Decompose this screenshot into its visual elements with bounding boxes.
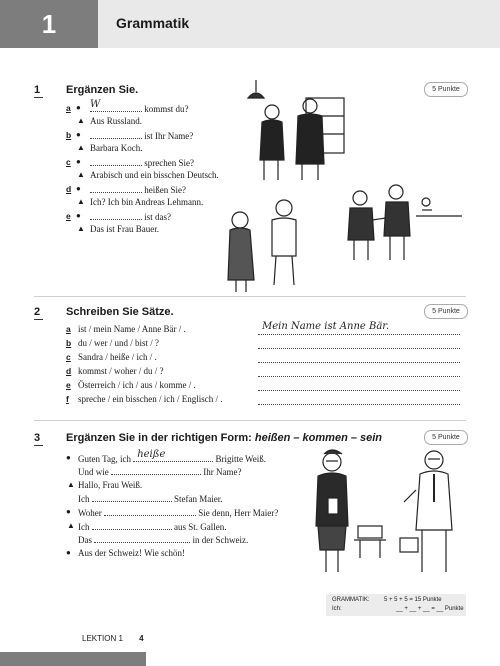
- sentence-words: Sandra / heiße / ich / .: [78, 352, 157, 362]
- sentence-words: spreche / ein bisschen / ich / Englisch / .: [78, 394, 223, 404]
- speaker-triangle-icon: ▲: [67, 521, 75, 530]
- item-letter: e: [66, 380, 71, 390]
- speaker-triangle-icon: ▲: [77, 170, 85, 179]
- answer-line[interactable]: [258, 333, 460, 335]
- speaker-dot-icon: ●: [76, 157, 81, 166]
- question-text: sprechen Sie?: [144, 158, 194, 168]
- item-letter: a: [66, 103, 71, 113]
- answer-line[interactable]: [258, 403, 460, 405]
- dialogue-text: Ich: [78, 522, 90, 532]
- item-letter: c: [66, 157, 71, 167]
- speaker-triangle-icon: ▲: [77, 197, 85, 206]
- item-letter: f: [66, 394, 69, 404]
- question-line: [90, 183, 186, 196]
- question-text: heißen Sie?: [144, 185, 186, 195]
- dialogue-text: Brigitte Weiß.: [215, 454, 267, 464]
- exercise-number: 3: [34, 432, 43, 446]
- score-formula: 5 + 5 + 5 = 15 Punkte: [384, 597, 442, 603]
- answer-line: Barbara Koch.: [90, 143, 143, 153]
- dialogue-text: aus St. Gallen.: [174, 522, 227, 532]
- answer-line[interactable]: [258, 361, 460, 363]
- dialogue-line: Aus der Schweiz! Wie schön!: [78, 548, 185, 558]
- points-badge: 5 Punkte: [424, 430, 468, 445]
- dialogue-text: Ihr Name?: [203, 467, 242, 477]
- dialogue-line: [78, 465, 241, 478]
- answer-blank[interactable]: [90, 129, 142, 139]
- item-letter: d: [66, 184, 72, 194]
- section-divider: [34, 420, 466, 421]
- answer-blank[interactable]: [90, 183, 142, 193]
- speaker-dot-icon: ●: [76, 211, 81, 220]
- question-text: kommst du?: [144, 104, 189, 114]
- speaker-dot-icon: ●: [76, 103, 81, 112]
- exercise-title: [66, 432, 382, 444]
- exercise-title-prefix: Ergänzen Sie in der richtigen Form:: [66, 432, 252, 444]
- dialogue-text: Guten Tag, ich: [78, 454, 131, 464]
- speaker-triangle-icon: ▲: [77, 116, 85, 125]
- speaker-dot-icon: ●: [76, 184, 81, 193]
- question-text: ist das?: [144, 212, 171, 222]
- question-text: ist Ihr Name?: [144, 131, 194, 141]
- answer-blank[interactable]: [104, 506, 196, 516]
- handwritten-answer: W: [90, 99, 101, 110]
- page-title: Grammatik: [116, 15, 190, 31]
- answer-blank[interactable]: [111, 465, 201, 475]
- header-band: [98, 0, 500, 48]
- answer-blank[interactable]: [94, 533, 190, 543]
- score-summary: [326, 594, 466, 616]
- answer-blank[interactable]: [90, 210, 142, 220]
- dialogue-text: Sie denn, Herr Maier?: [198, 508, 279, 518]
- section-divider: [34, 296, 466, 297]
- answer-line: Ich? Ich bin Andreas Lehmann.: [90, 197, 204, 207]
- answer-line[interactable]: [258, 347, 460, 349]
- speaker-dot-icon: ●: [76, 130, 81, 139]
- question-line: [90, 99, 189, 115]
- score-label: GRAMMATIK:: [332, 597, 370, 603]
- dialogue-text: Woher: [78, 508, 102, 518]
- page-footer: [82, 634, 144, 643]
- dialogue-text: in der Schweiz.: [192, 535, 249, 545]
- exercise-title-words: heißen – kommen – sein: [254, 432, 383, 444]
- self-score-label: Ich:: [332, 606, 342, 612]
- dialogue-line: [78, 492, 223, 505]
- speaker-triangle-icon: ▲: [67, 480, 75, 489]
- exercise-number: 1: [34, 84, 43, 98]
- dialogue-line: Hallo, Frau Weiß.: [78, 480, 143, 490]
- answer-line: Das ist Frau Bauer.: [90, 224, 159, 234]
- dialogue-text: Ich: [78, 494, 90, 504]
- dialogue-line: [78, 520, 227, 533]
- dialogue-text: Und wie: [78, 467, 109, 477]
- page-header: [0, 0, 500, 48]
- page-number: 4: [139, 634, 144, 643]
- item-letter: d: [66, 366, 72, 376]
- dialogue-line: [78, 506, 278, 519]
- dialogue-text: Stefan Maier.: [174, 494, 223, 504]
- question-line: [90, 156, 194, 169]
- exercise-title: Schreiben Sie Sätze.: [66, 306, 174, 318]
- points-badge: 5 Punkte: [424, 82, 468, 97]
- self-score-blanks[interactable]: __ + __ + __ = __ Punkte: [396, 606, 464, 612]
- handwritten-answer: Mein Name ist Anne Bär.: [262, 321, 390, 332]
- item-letter: a: [66, 324, 71, 334]
- answer-line: Aus Russland.: [90, 116, 143, 126]
- lesson-label: LEKTION 1: [82, 634, 123, 643]
- sentence-words: Österreich / ich / aus / komme / .: [78, 380, 196, 390]
- item-letter: b: [66, 130, 72, 140]
- exercise-title: Ergänzen Sie.: [66, 84, 139, 96]
- dialogue-line: [78, 533, 248, 546]
- speaker-dot-icon: ●: [66, 507, 71, 516]
- exercise-number: 2: [34, 306, 43, 320]
- points-badge: 5 Punkte: [424, 304, 468, 319]
- handwritten-answer: heiße: [137, 449, 166, 460]
- answer-line[interactable]: [258, 389, 460, 391]
- item-letter: c: [66, 352, 71, 362]
- speaker-dot-icon: ●: [66, 548, 71, 557]
- dialogue-text: Das: [78, 535, 92, 545]
- sentence-words: kommst / woher / du / ?: [78, 366, 164, 376]
- speaker-dot-icon: ●: [66, 453, 71, 462]
- answer-blank[interactable]: [90, 156, 142, 166]
- sentence-words: ist / mein Name / Anne Bär / .: [78, 324, 186, 334]
- answer-line[interactable]: [258, 375, 460, 377]
- item-letter: b: [66, 338, 72, 348]
- question-line: [90, 210, 171, 223]
- illustration-office-conversation: [226, 80, 466, 295]
- footer-bar: [0, 652, 146, 666]
- chapter-number: 1: [0, 0, 98, 48]
- answer-blank[interactable]: [92, 520, 172, 530]
- sentence-words: du / wer / und / bist / ?: [78, 338, 159, 348]
- question-line: [90, 129, 193, 142]
- answer-blank[interactable]: [92, 492, 172, 502]
- speaker-triangle-icon: ▲: [77, 224, 85, 233]
- item-letter: e: [66, 211, 71, 221]
- illustration-two-people-talking: [288, 446, 468, 581]
- dialogue-line: [78, 449, 267, 465]
- answer-line: Arabisch und ein bisschen Deutsch.: [90, 170, 219, 180]
- answer-blank[interactable]: [133, 449, 213, 462]
- answer-blank[interactable]: [90, 99, 142, 112]
- speaker-triangle-icon: ▲: [77, 143, 85, 152]
